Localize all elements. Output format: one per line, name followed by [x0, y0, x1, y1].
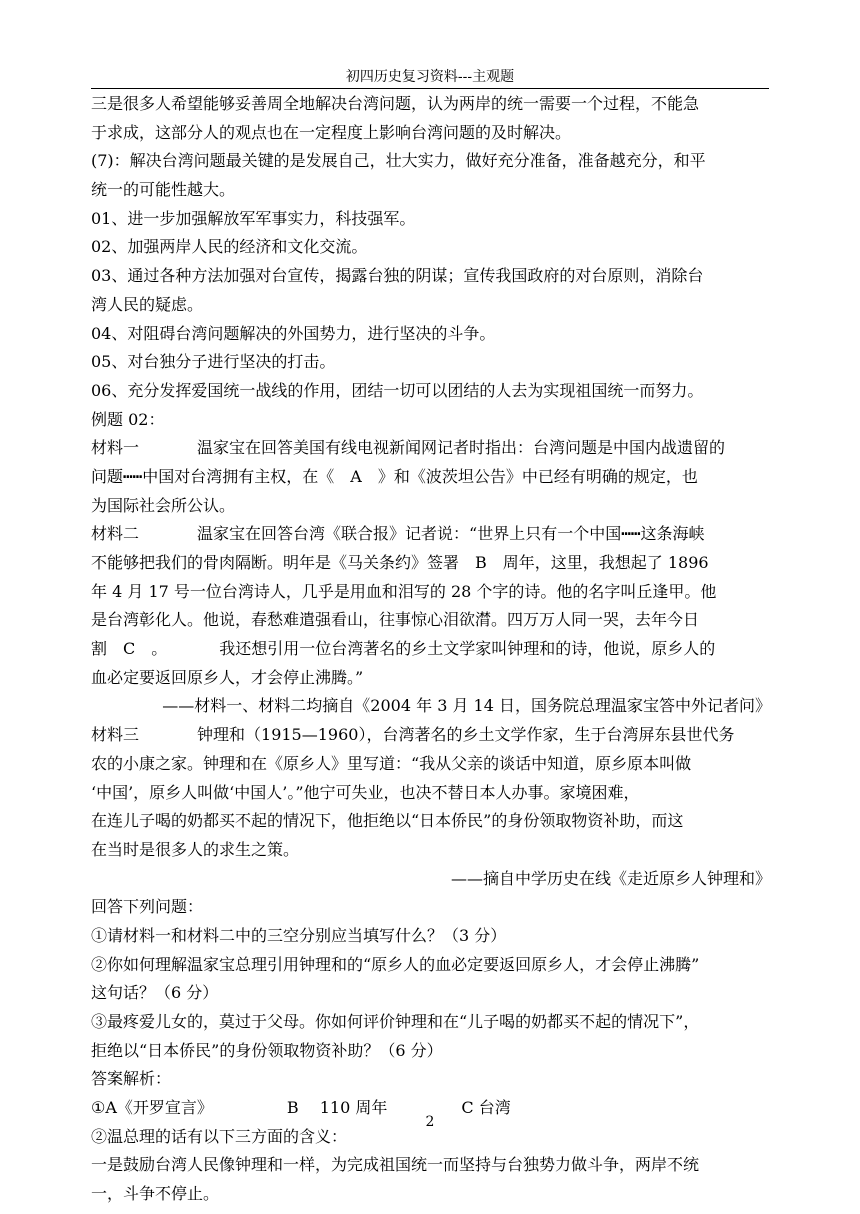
source-citation: ——摘自中学历史在线《走近原乡人钟理和》 — [450, 868, 771, 888]
text-line: (7)：解决台湾问题最关键的是发展自己，壮大实力，做好充分准备，准备越充分，和平 — [91, 151, 706, 171]
text-line: ②温总理的话有以下三方面的含义： — [91, 1126, 348, 1146]
text-line: 01、进一步加强解放军军事实力，科技强军。 — [91, 208, 416, 228]
text-line: ‘中国’，原乡人叫做‘中国人’。”他宁可失业，也决不替日本人办事。家境困难， — [91, 782, 640, 802]
answer-b: B 110 周年 — [286, 1098, 388, 1118]
material-two-text: 温家宝在回答台湾《联合报》记者说：“世界上只有一个中国┅┅这条海峡 — [197, 524, 705, 544]
text-line: 是台湾彰化人。他说，春愁难遣强看山，往事惊心泪欲潸。四万万人同一哭，去年今日 — [91, 610, 700, 630]
text-line: 02、加强两岸人民的经济和文化交流。 — [91, 237, 368, 257]
answer-heading: 答案解析： — [91, 1069, 172, 1089]
document-body — [91, 90, 771, 1209]
answer-c: C 台湾 — [461, 1098, 511, 1118]
blank-c-text: 割 C 。 — [91, 639, 168, 659]
material-one-line — [91, 434, 771, 463]
question-2-cont: 这句话？（6 分） — [91, 983, 219, 1003]
text-line: 一，斗争不停止。 — [91, 1184, 220, 1204]
material-one-text: 温家宝在回答美国有线电视新闻网记者时指出：台湾问题是中国内战遗留的 — [197, 438, 726, 458]
material-two-line — [91, 520, 771, 549]
example-heading: 例题 02： — [91, 409, 165, 429]
question-3-cont: 拒绝以“日本侨民”的身份领取物资补助？（6 分） — [91, 1040, 443, 1060]
page-number: 2 — [425, 1114, 435, 1130]
questions-heading: 回答下列问题： — [91, 897, 204, 917]
text-segment: 我还想引用一位台湾著名的乡土文学家叫钟理和的诗，他说，原乡人的 — [219, 639, 716, 659]
material-one-label: 材料一 — [91, 438, 140, 458]
text-line: 三是很多人希望能够妥善周全地解决台湾问题，认为两岸的统一需要一个过程，不能急 — [91, 94, 700, 113]
material-three-label: 材料三 — [91, 725, 140, 745]
text-line: 04、对阻碍台湾问题解决的外国势力，进行坚决的斗争。 — [91, 323, 496, 343]
material-three-line — [91, 721, 771, 750]
source-citation: ——材料一、材料二均摘自《2004 年 3 月 14 日，国务院总理温家宝答中外记者问》 — [162, 696, 771, 716]
text-line: 年 4 月 17 号一位台湾诗人，几乎是用血和泪写的 28 个字的诗。他的名字叫丘逢甲。他 — [91, 581, 717, 601]
text-line: 问题┅┅中国对台湾拥有主权，在《 A 》和《波茨坦公告》中已经有明确的规定，也 — [91, 466, 698, 486]
text-line: 农的小康之家。钟理和在《原乡人》里写道：“我从父亲的谈话中知道，原乡原本叫做 — [91, 753, 692, 773]
material-two-label: 材料二 — [91, 524, 140, 544]
text-line: 一是鼓励台湾人民像钟理和一样，为完成祖国统一而坚持与台独势力做斗争，两岸不统 — [91, 1155, 700, 1175]
text-line: 在当时是很多人的求生之策。 — [91, 839, 300, 859]
text-line: 为国际社会所公认。 — [91, 495, 236, 515]
text-line: 于求成，这部分人的观点也在一定程度上影响台湾问题的及时解决。 — [91, 122, 572, 142]
question-1: ①请材料一和材料二中的三空分别应当填写什么？（3 分） — [91, 925, 507, 945]
material-three-text: 钟理和（1915—1960），台湾著名的乡土文学作家，生于台湾屏东县世代务 — [197, 725, 735, 745]
text-line: 06、充分发挥爱国统一战线的作用，团结一切可以团结的人去为实现祖国统一而努力。 — [91, 380, 704, 400]
text-line — [91, 635, 771, 664]
question-2: ②你如何理解温家宝总理引用钟理和的“原乡人的血必定要返回原乡人，才会停止沸腾” — [91, 954, 700, 974]
answer-a: ①A《开罗宣言》 — [91, 1098, 213, 1118]
text-line: 不能够把我们的骨肉隔断。明年是《马关条约》签署 B 周年，这里，我想起了 1896 — [91, 553, 709, 572]
text-line: 05、对台独分子进行坚决的打击。 — [91, 352, 336, 372]
text-line: 湾人民的疑虑。 — [91, 294, 204, 314]
text-line: 统一的可能性越大。 — [91, 180, 236, 200]
question-3: ③最疼爱儿女的，莫过于父母。你如何评价钟理和在“儿子喝的奶都买不起的情况下”， — [91, 1012, 700, 1031]
text-line: 血必定要返回原乡人，才会停止沸腾。” — [91, 667, 364, 687]
page-header: 初四历史复习资料---主观题 — [91, 66, 769, 89]
text-line: 在连儿子喝的奶都买不起的情况下，他拒绝以“日本侨民”的身份领取物资补助，而这 — [91, 811, 684, 831]
text-line: 03、通过各种方法加强对台宣传，揭露台独的阴谋；宣传我国政府的对台原则，消除台 — [91, 266, 704, 286]
